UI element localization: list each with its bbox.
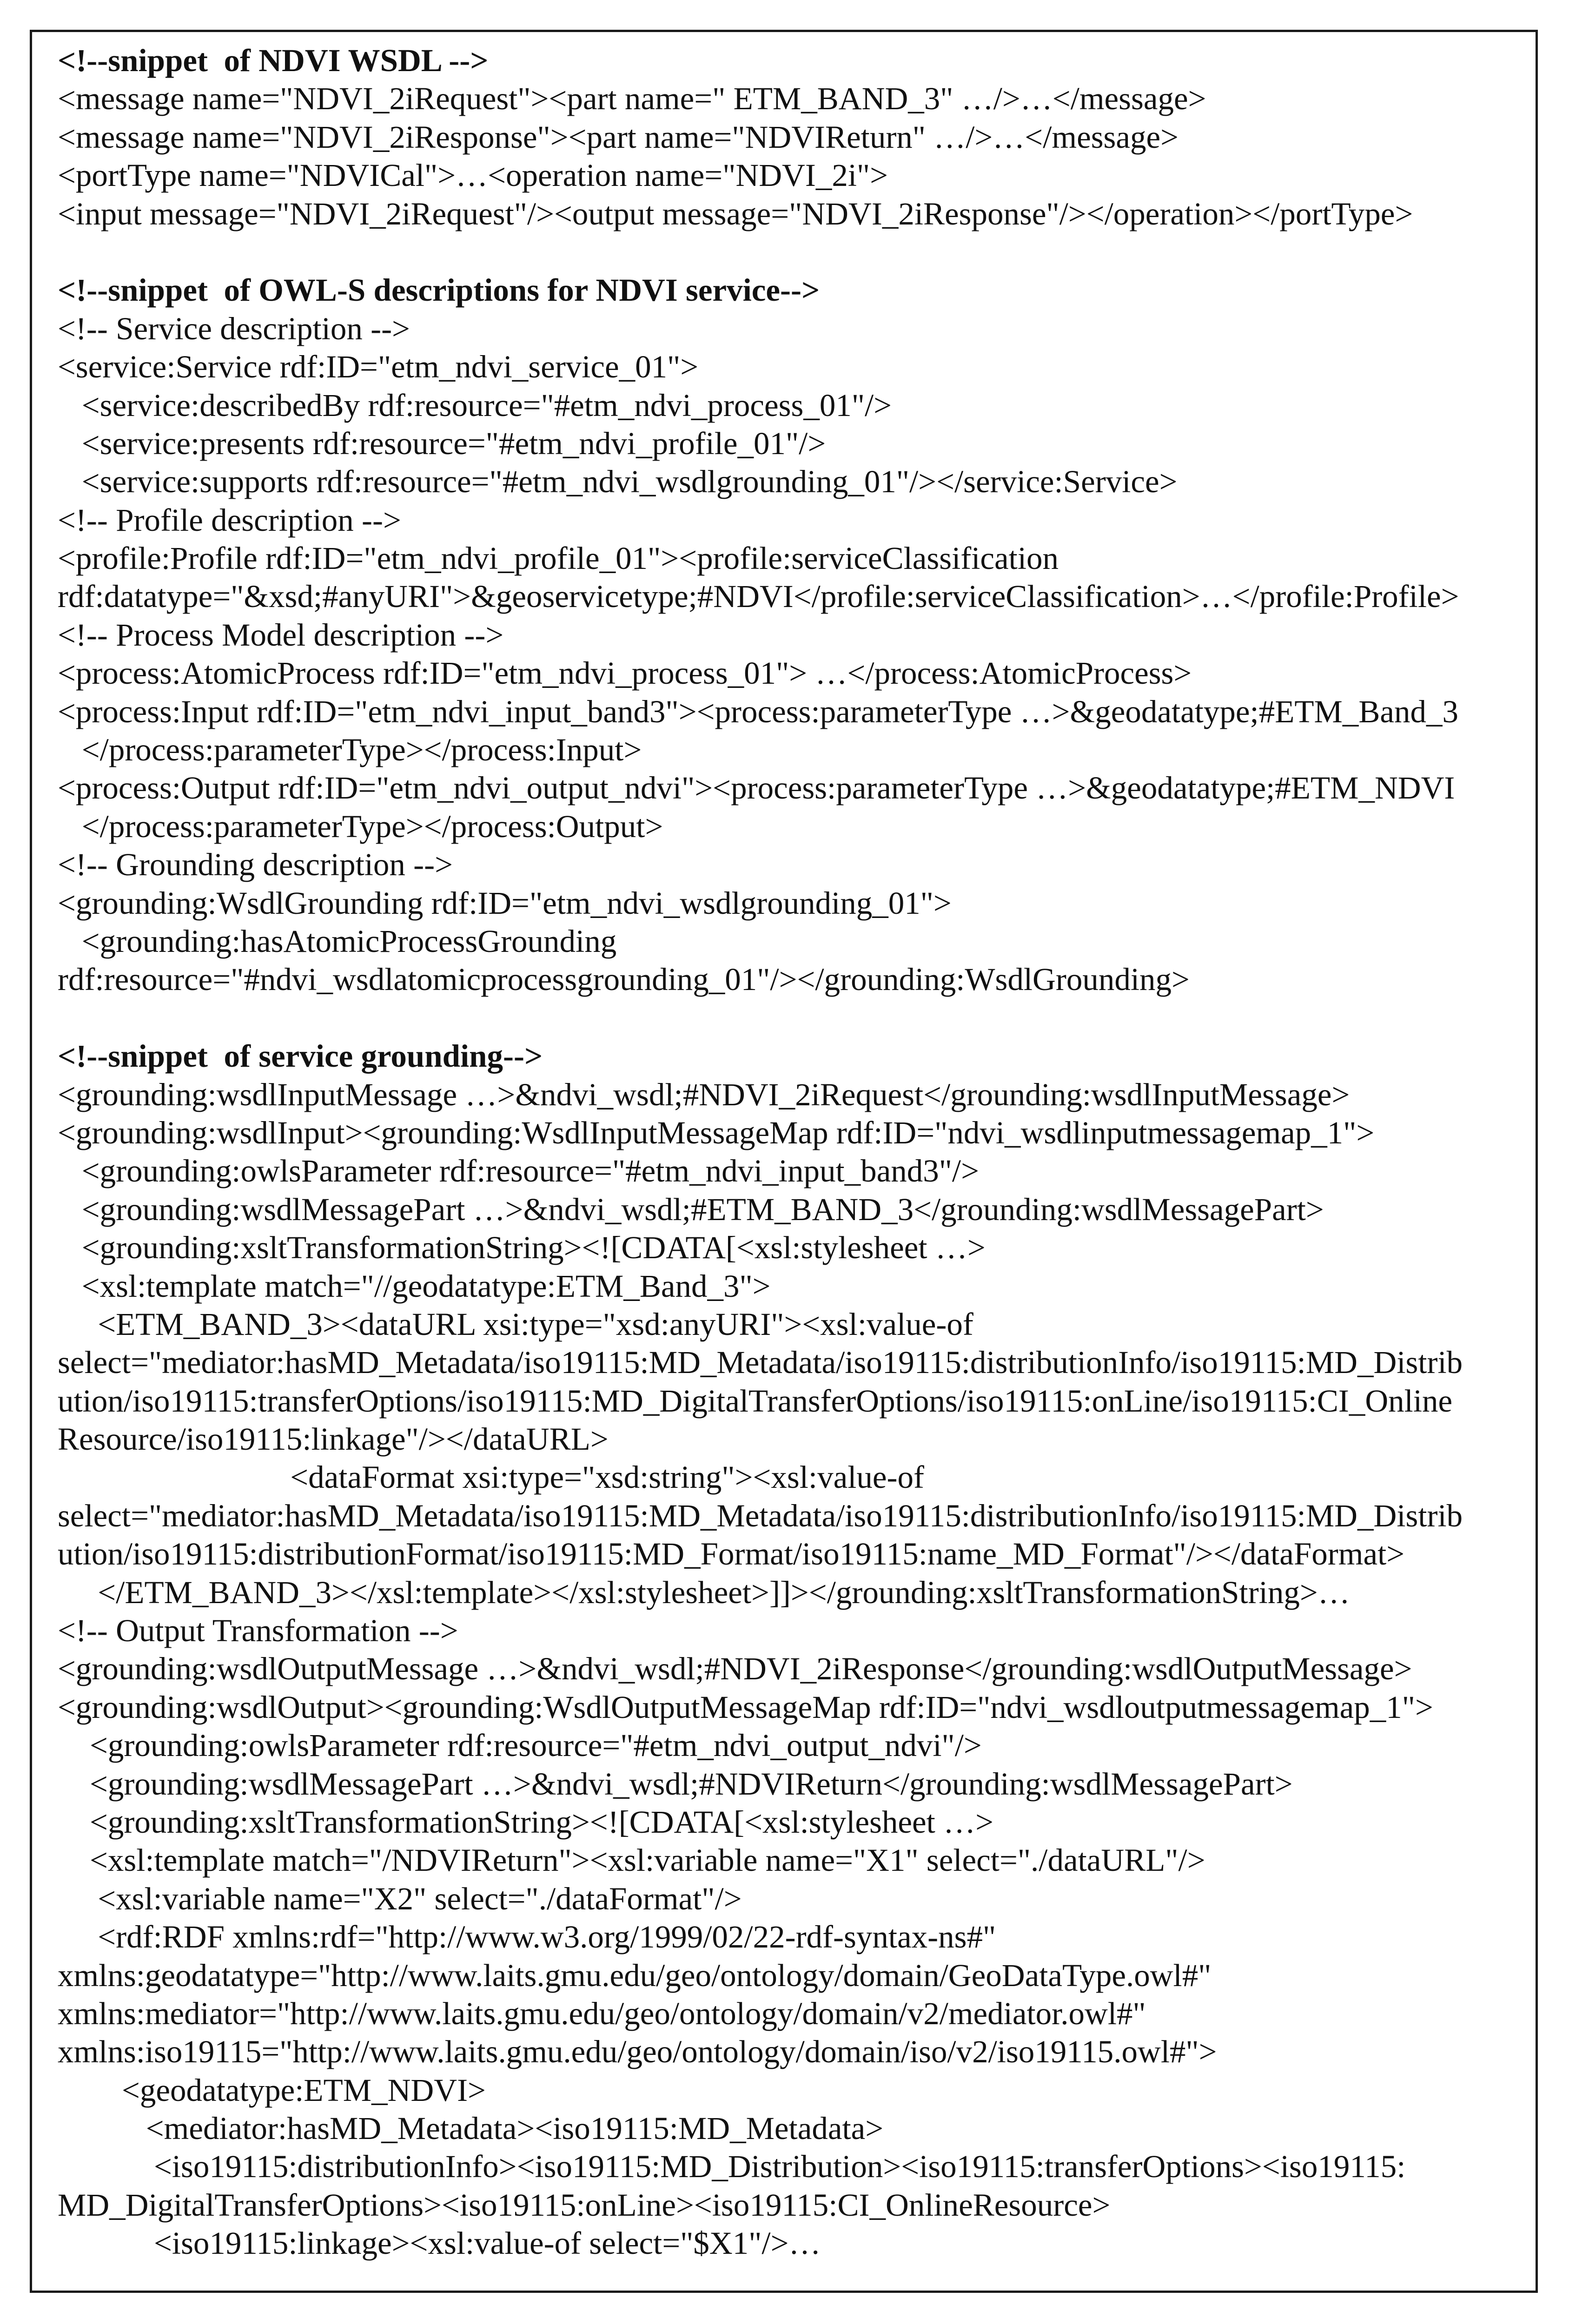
section-heading-owls: <!--snippet of OWL-S descriptions for NDVI service--> xyxy=(58,272,820,308)
code-line: <grounding:WsdlGrounding rdf:ID="etm_ndvi_wsdlgrounding_01"> xyxy=(58,885,952,921)
code-line: <grounding:wsdlMessagePart …>&ndvi_wsdl;#NDVIReturn</grounding:wsdlMessagePart> xyxy=(58,1766,1293,1802)
code-line: </ETM_BAND_3></xsl:template></xsl:stylesheet>]]></grounding:xsltTransformationString>… xyxy=(58,1574,1350,1610)
code-listing-frame xyxy=(30,30,1538,2293)
code-line: <grounding:hasAtomicProcessGrounding xyxy=(58,923,617,959)
code-line: <grounding:xsltTransformationString><![CDATA[<xsl:stylesheet …> xyxy=(58,1230,986,1266)
code-line: <iso19115:linkage><xsl:value-of select="$X1"/>… xyxy=(58,2225,821,2261)
code-line: <profile:Profile rdf:ID="etm_ndvi_profile_01"><profile:serviceClassification xyxy=(58,541,1059,576)
code-line: <!-- Process Model description --> xyxy=(58,617,504,653)
code-line: <xsl:template match="//geodatatype:ETM_Band_3"> xyxy=(58,1268,771,1304)
code-line: <service:Service rdf:ID="etm_ndvi_service_01"> xyxy=(58,349,699,385)
code-line: <grounding:owlsParameter rdf:resource="#etm_ndvi_output_ndvi"/> xyxy=(58,1728,982,1763)
code-line: <grounding:wsdlInput><grounding:WsdlInputMessageMap rdf:ID="ndvi_wsdlinputmessagemap_1"> xyxy=(58,1115,1375,1150)
code-line: <grounding:owlsParameter rdf:resource="#etm_ndvi_input_band3"/> xyxy=(58,1153,979,1189)
code-line: MD_DigitalTransferOptions><iso19115:onLine><iso19115:CI_OnlineResource> xyxy=(58,2187,1111,2223)
code-line: select="mediator:hasMD_Metadata/iso19115:MD_Metadata/iso19115:distributionInfo/iso19115:MD_Distrib xyxy=(58,1498,1463,1533)
code-line: <process:Input rdf:ID="etm_ndvi_input_band3"><process:parameterType …>&geodatatype;#ETM_Band_3 xyxy=(58,693,1459,729)
code-line: <!-- Service description --> xyxy=(58,310,410,346)
code-line: <dataFormat xsi:type="xsd:string"><xsl:value-of xyxy=(58,1459,924,1495)
code-line: xmlns:geodatatype="http://www.laits.gmu.edu/geo/ontology/domain/GeoDataType.owl#" xyxy=(58,1957,1212,1993)
section-spacer xyxy=(58,999,1517,1037)
code-line: <xsl:template match="/NDVIReturn"><xsl:variable name="X1" select="./dataURL"/> xyxy=(58,1842,1205,1878)
code-line: <iso19115:distributionInfo><iso19115:MD_Distribution><iso19115:transferOptions><iso19115: xyxy=(58,2149,1406,2185)
code-line: <!-- Profile description --> xyxy=(58,502,401,538)
code-line: <!-- Grounding description --> xyxy=(58,847,453,883)
code-line: Resource/iso19115:linkage"/></dataURL> xyxy=(58,1421,609,1457)
code-line: xmlns:iso19115="http://www.laits.gmu.edu/geo/ontology/domain/iso/v2/iso19115.owl#"> xyxy=(58,2034,1217,2070)
code-line: <grounding:xsltTransformationString><![CDATA[<xsl:stylesheet …> xyxy=(58,1804,993,1840)
code-line: <ETM_BAND_3><dataURL xsi:type="xsd:anyURI"><xsl:value-of xyxy=(58,1306,973,1342)
code-line: <message name="NDVI_2iRequest"><part name=" ETM_BAND_3" …/>…</message> xyxy=(58,81,1206,117)
code-line: <grounding:wsdlMessagePart …>&ndvi_wsdl;#ETM_BAND_3</grounding:wsdlMessagePart> xyxy=(58,1191,1324,1227)
code-line: <service:presents rdf:resource="#etm_ndvi_profile_01"/> xyxy=(58,425,826,461)
code-line: <mediator:hasMD_Metadata><iso19115:MD_Metadata> xyxy=(58,2111,884,2146)
code-line: <geodatatype:ETM_NDVI> xyxy=(58,2072,486,2108)
code-line: <portType name="NDVICal">…<operation name="NDVI_2i"> xyxy=(58,158,888,193)
code-line: <process:AtomicProcess rdf:ID="etm_ndvi_process_01"> …</process:AtomicProcess> xyxy=(58,655,1192,691)
code-line: rdf:resource="#ndvi_wsdlatomicprocessgrounding_01"/></grounding:WsdlGrounding> xyxy=(58,962,1190,997)
code-line: <xsl:variable name="X2" select="./dataFormat"/> xyxy=(58,1881,742,1916)
section-heading-grounding: <!--snippet of service grounding--> xyxy=(58,1038,543,1074)
code-line: <message name="NDVI_2iResponse"><part name="NDVIReturn" …/>…</message> xyxy=(58,119,1179,155)
code-line: <grounding:wsdlOutputMessage …>&ndvi_wsdl;#NDVI_2iResponse</grounding:wsdlOutputMessage> xyxy=(58,1651,1412,1687)
section-heading-wsdl: <!--snippet of NDVI WSDL --> xyxy=(58,43,489,78)
code-line: <rdf:RDF xmlns:rdf="http://www.w3.org/1999/02/22-rdf-syntax-ns#" xyxy=(58,1919,996,1955)
code-line: ution/iso19115:transferOptions/iso19115:MD_DigitalTransferOptions/iso19115:onLine/iso19115:CI_Online xyxy=(58,1383,1453,1419)
code-line: <grounding:wsdlInputMessage …>&ndvi_wsdl;#NDVI_2iRequest</grounding:wsdlInputMessage> xyxy=(58,1076,1350,1112)
code-line: </process:parameterType></process:Input> xyxy=(58,732,642,768)
code-line: <process:Output rdf:ID="etm_ndvi_output_ndvi"><process:parameterType …>&geodatatype;#ETM_NDVI xyxy=(58,770,1455,806)
code-line: rdf:datatype="&xsd;#anyURI">&geoservicetype;#NDVI</profile:serviceClassification>…</profile:Profile> xyxy=(58,579,1459,614)
code-line: </process:parameterType></process:Output> xyxy=(58,808,663,844)
code-line: <service:describedBy rdf:resource="#etm_ndvi_process_01"/> xyxy=(58,387,892,423)
code-line: <input message="NDVI_2iRequest"/><output message="NDVI_2iResponse"/></operation></portType> xyxy=(58,196,1413,231)
code-line: <!-- Output Transformation --> xyxy=(58,1613,458,1649)
code-line: xmlns:mediator="http://www.laits.gmu.edu/geo/ontology/domain/v2/mediator.owl#" xyxy=(58,1995,1146,2031)
code-listing xyxy=(58,41,1517,2263)
code-line: select="mediator:hasMD_Metadata/iso19115:MD_Metadata/iso19115:distributionInfo/iso19115:MD_Distrib xyxy=(58,1345,1463,1380)
code-line: ution/iso19115:distributionFormat/iso19115:MD_Format/iso19115:name_MD_Format"/></dataFormat> xyxy=(58,1536,1405,1572)
code-line: <service:supports rdf:resource="#etm_ndvi_wsdlgrounding_01"/></service:Service> xyxy=(58,464,1178,500)
section-spacer xyxy=(58,233,1517,271)
code-line: <grounding:wsdlOutput><grounding:WsdlOutputMessageMap rdf:ID="ndvi_wsdloutputmessagemap_1"> xyxy=(58,1689,1433,1725)
